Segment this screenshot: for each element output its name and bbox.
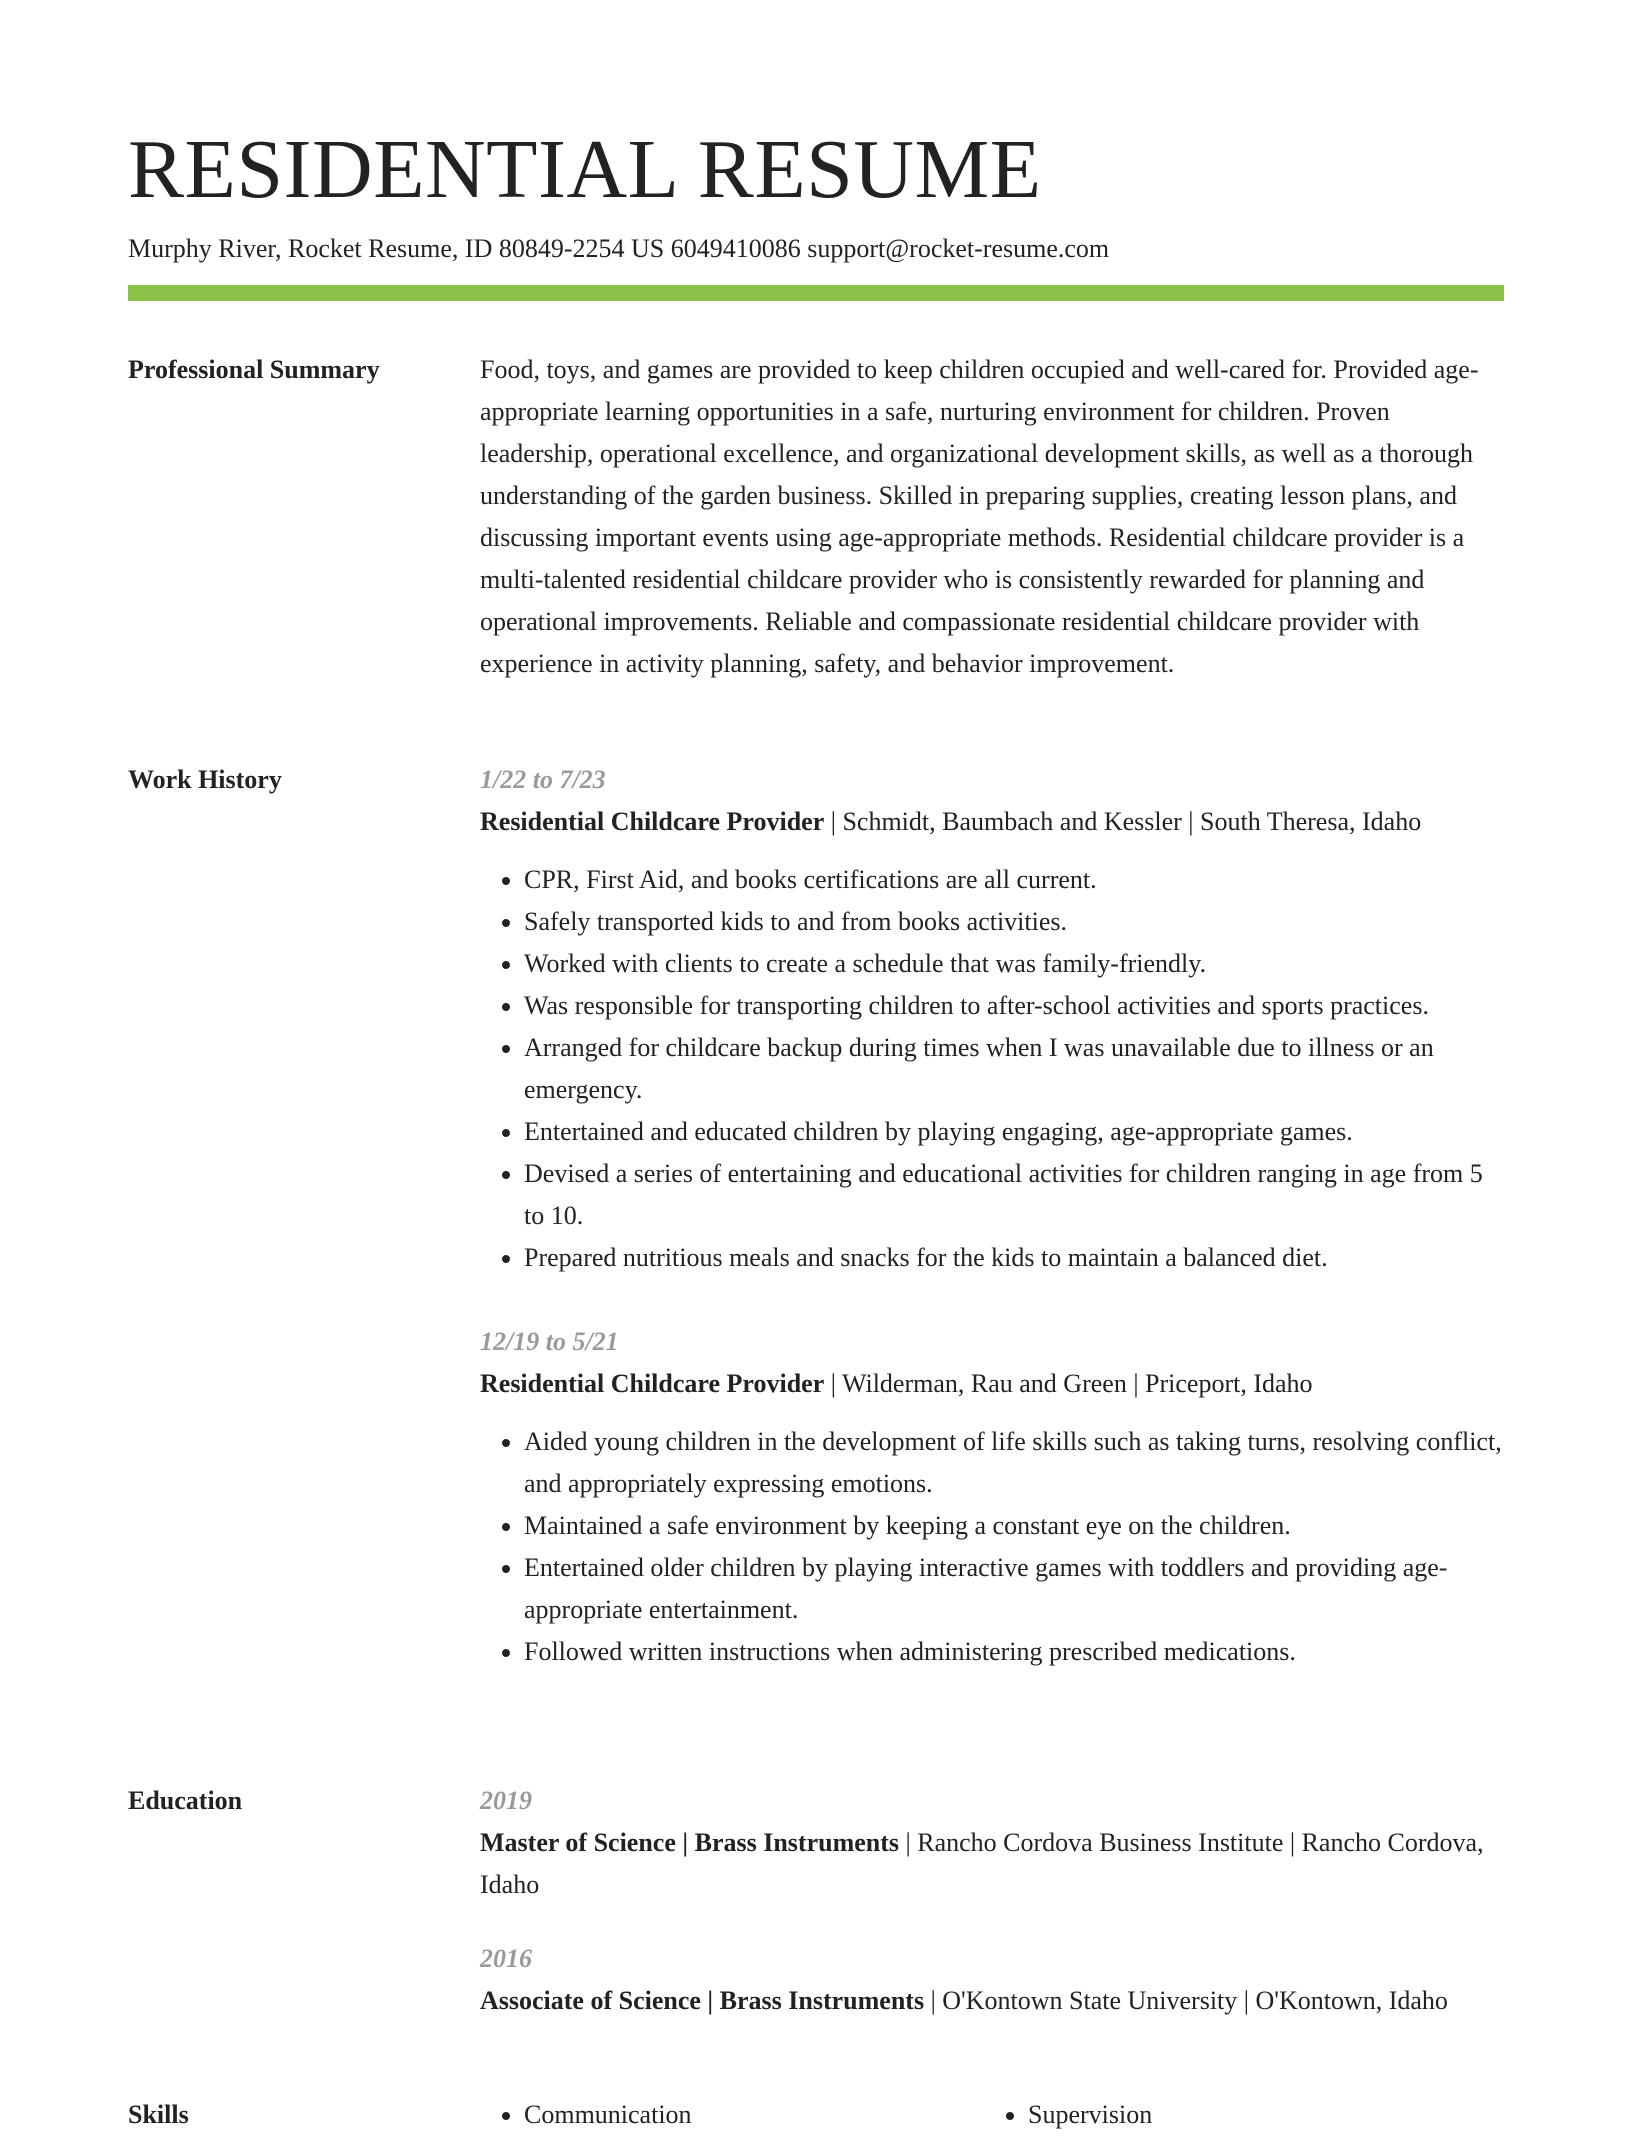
work-history-body: [480, 759, 1506, 1673]
education-details: | Rancho Cordova Business Institute | Rancho Cordova, Idaho: [480, 1828, 1484, 1899]
contact-line: Murphy River, Rocket Resume, ID 80849-2254 US 6049410086 support@rocket-resume.com: [128, 234, 1110, 263]
job-bullet: • Prepared nutritious meals and snacks for the kids to maintain a balanced diet.: [524, 1237, 1506, 1279]
job-title: Residential Childcare Provider: [480, 1369, 825, 1398]
education-line: [480, 1980, 1506, 2022]
skills-list-left: [480, 2094, 984, 2136]
education-entry: [480, 1780, 1506, 1906]
entry-spacer: [480, 1906, 1506, 1938]
degree-title: Associate of Science | Brass Instruments: [480, 1986, 925, 2015]
education-body: [480, 1780, 1506, 2022]
skills-list-right: [984, 2094, 1488, 2136]
skill-item: • Supervision: [1028, 2094, 1488, 2136]
education-heading: Education: [128, 1786, 243, 1815]
job-bullet: • Entertained and educated children by playing engaging, age-appropriate games.: [524, 1111, 1506, 1153]
education-entry: [480, 1938, 1506, 2022]
education-year: 2016: [480, 1944, 532, 1973]
education-details: | O'Kontown State University | O'Kontown, Idaho: [924, 1986, 1448, 2015]
job-bullet: • Devised a series of entertaining and educational activities for children ranging in age from 5 to 10.: [524, 1153, 1506, 1237]
skill-item: • Communication: [524, 2094, 984, 2136]
job-bullet: • Arranged for childcare backup during times when I was unavailable due to illness or an emergency.: [524, 1027, 1506, 1111]
job-bullet: • Followed written instructions when administering prescribed medications.: [524, 1631, 1506, 1673]
work-history-heading: Work History: [128, 765, 282, 794]
job-bullet: • Safely transported kids to and from books activities.: [524, 901, 1506, 943]
job-entry: [480, 759, 1506, 1279]
job-details: | Wilderman, Rau and Green | Priceport, Idaho: [824, 1369, 1313, 1398]
job-entry: [480, 1321, 1506, 1673]
job-role-line: [480, 801, 1506, 843]
degree-title: Master of Science | Brass Instruments: [480, 1828, 900, 1857]
skills-body: [480, 2094, 1506, 2136]
summary-text: Food, toys, and games are provided to keep children occupied and well-cared for. Provided age-appropriate learning opportunities in a safe, nurturing environment for children. Proven leadership, operational excellence, and organizational development skills, as well as a thorough understanding of the garden business. Skilled in preparing supplies, creating lesson plans, and discussing important events using age-appropriate methods. Residential childcare provider is a multi-talented residential childcare provider who is consistently rewarded for planning and operational improvements. Reliable and compassionate residential childcare provider with experience in activity planning, safety, and behavior improvement.: [480, 355, 1479, 678]
job-bullet: • CPR, First Aid, and books certifications are all current.: [524, 859, 1506, 901]
education-year: 2019: [480, 1786, 532, 1815]
job-bullet: • Maintained a safe environment by keeping a constant eye on the children.: [524, 1505, 1506, 1547]
resume-title: RESIDENTIAL RESUME: [128, 123, 1042, 216]
summary-body: [480, 349, 1506, 685]
job-role-line: [480, 1363, 1506, 1405]
job-bullets: [480, 859, 1506, 1279]
skills-columns: [480, 2094, 1506, 2136]
skills-heading: Skills: [128, 2100, 189, 2129]
job-title: Residential Childcare Provider: [480, 807, 825, 836]
job-bullet: • Was responsible for transporting children to after-school activities and sports practices.: [524, 985, 1506, 1027]
job-bullet: • Worked with clients to create a schedule that was family-friendly.: [524, 943, 1506, 985]
education-line: [480, 1822, 1506, 1906]
entry-spacer: [480, 1279, 1506, 1321]
job-bullet: • Entertained older children by playing interactive games with toddlers and providing age-appropriate entertainment.: [524, 1547, 1506, 1631]
job-dates: 1/22 to 7/23: [480, 765, 606, 794]
job-bullet: • Aided young children in the development of life skills such as taking turns, resolving conflict, and appropriately expressing emotions.: [524, 1421, 1506, 1505]
summary-heading: Professional Summary: [128, 355, 380, 384]
job-bullets: [480, 1421, 1506, 1673]
accent-divider: [128, 285, 1504, 301]
job-details: | Schmidt, Baumbach and Kessler | South Theresa, Idaho: [824, 807, 1422, 836]
job-dates: 12/19 to 5/21: [480, 1327, 619, 1356]
